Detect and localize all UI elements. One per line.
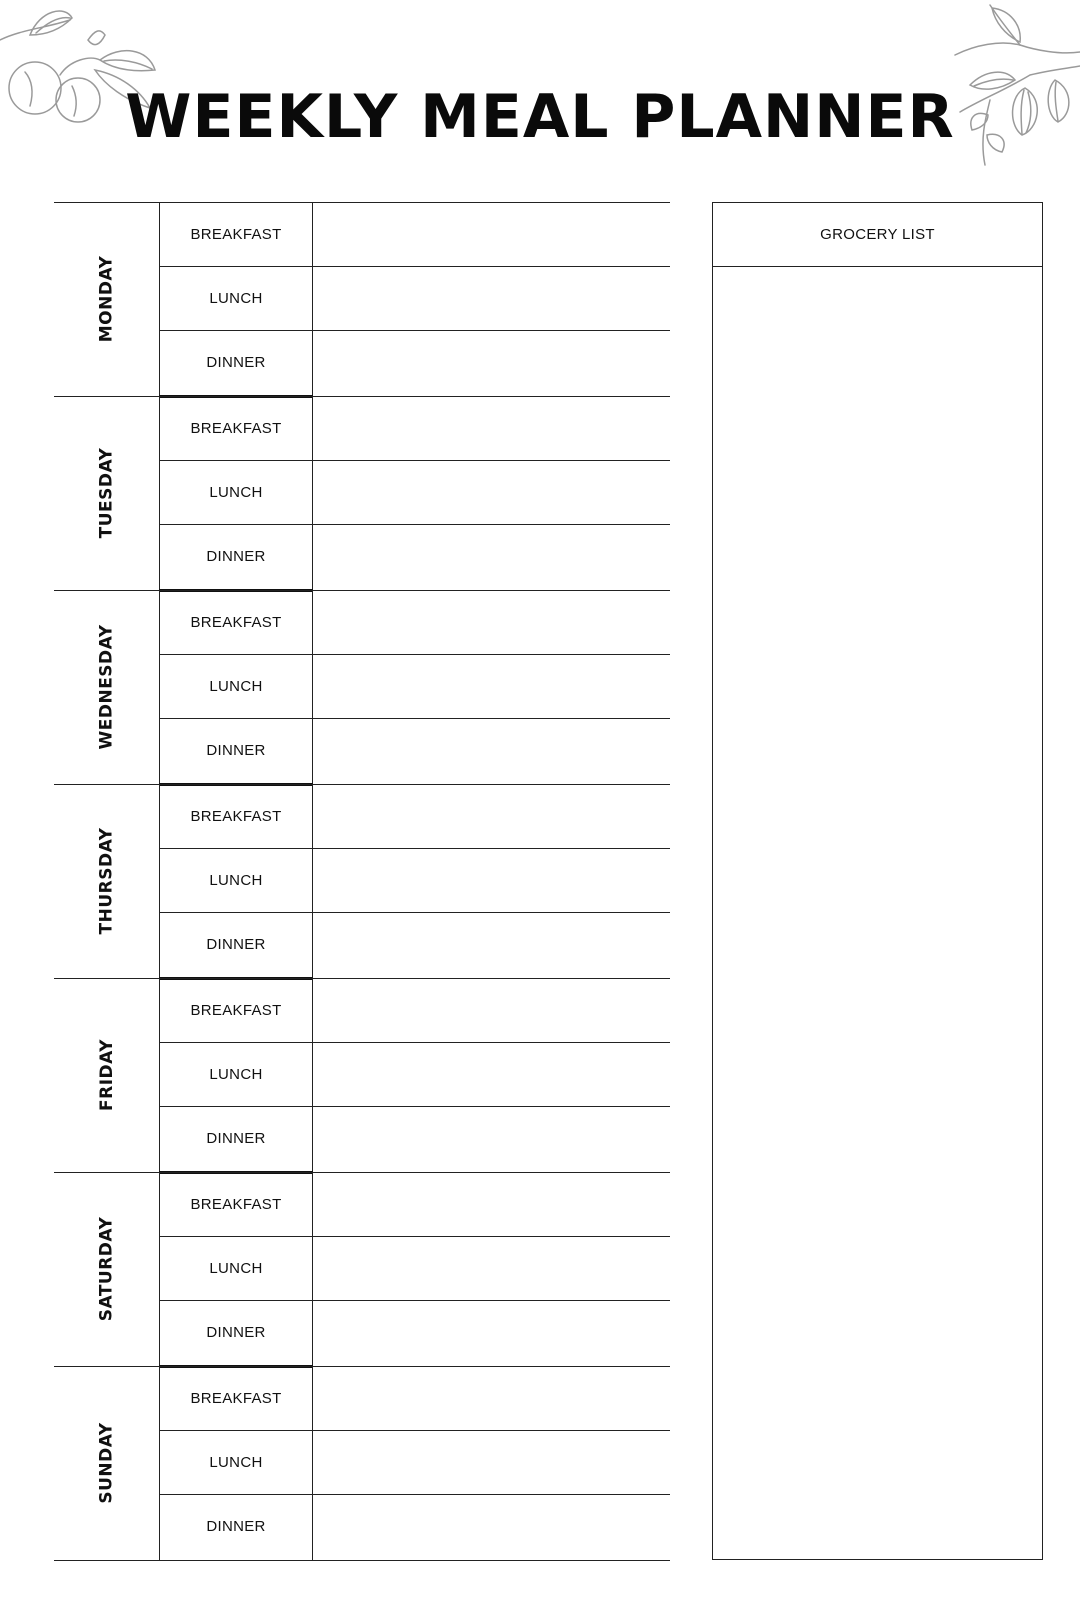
grocery-list-panel xyxy=(712,202,1043,1560)
meal-label-dinner: DINNER xyxy=(206,353,266,371)
meal-label-lunch: LUNCH xyxy=(209,871,263,889)
meal-entry-lunch[interactable] xyxy=(313,1236,670,1300)
day-name: MONDAY xyxy=(96,255,117,343)
meal-label-breakfast: BREAKFAST xyxy=(190,807,282,825)
meal-label-dinner: DINNER xyxy=(206,1129,266,1147)
day-label xyxy=(54,978,159,1172)
meal-entry-dinner[interactable] xyxy=(313,912,670,976)
meal-column xyxy=(159,784,313,978)
meal-entry-breakfast[interactable] xyxy=(313,396,670,460)
meal-entry-breakfast[interactable] xyxy=(313,1172,670,1236)
meal-entry-dinner[interactable] xyxy=(313,1106,670,1170)
meal-label-lunch: LUNCH xyxy=(209,1259,263,1277)
grocery-list-title: GROCERY LIST xyxy=(713,203,1042,267)
day-label xyxy=(54,396,159,590)
meal-entry-dinner[interactable] xyxy=(313,524,670,588)
meal-label-lunch: LUNCH xyxy=(209,483,263,501)
meal-label-lunch: LUNCH xyxy=(209,1065,263,1083)
meal-label-lunch: LUNCH xyxy=(209,1453,263,1471)
meal-label-dinner: DINNER xyxy=(206,1323,266,1341)
meal-planner-table xyxy=(54,202,670,1560)
day-block-monday xyxy=(54,202,670,396)
meal-entry-breakfast[interactable] xyxy=(313,590,670,654)
meal-label-dinner: DINNER xyxy=(206,741,266,759)
meal-column xyxy=(159,1366,313,1560)
day-label xyxy=(54,1366,159,1560)
day-name: SUNDAY xyxy=(96,1422,117,1504)
day-name: FRIDAY xyxy=(96,1039,117,1111)
day-block-saturday xyxy=(54,1172,670,1366)
grocery-list-area[interactable] xyxy=(713,267,1042,1559)
meal-entry-dinner[interactable] xyxy=(313,1300,670,1364)
day-block-wednesday xyxy=(54,590,670,784)
day-label xyxy=(54,202,159,396)
day-label xyxy=(54,590,159,784)
meal-column xyxy=(159,202,313,396)
meal-entry-lunch[interactable] xyxy=(313,848,670,912)
meal-entry-breakfast[interactable] xyxy=(313,202,670,266)
divider xyxy=(54,1560,670,1561)
meal-column xyxy=(159,590,313,784)
meal-label-dinner: DINNER xyxy=(206,935,266,953)
day-name: TUESDAY xyxy=(96,447,117,539)
meal-entry-lunch[interactable] xyxy=(313,266,670,330)
day-block-sunday xyxy=(54,1366,670,1560)
meal-label-breakfast: BREAKFAST xyxy=(190,225,282,243)
meal-entry-lunch[interactable] xyxy=(313,1430,670,1494)
meal-entry-dinner[interactable] xyxy=(313,1494,670,1558)
meal-entry-breakfast[interactable] xyxy=(313,1366,670,1430)
meal-column xyxy=(159,1172,313,1366)
day-label xyxy=(54,1172,159,1366)
meal-label-dinner: DINNER xyxy=(206,547,266,565)
meal-entry-lunch[interactable] xyxy=(313,654,670,718)
meal-entry-dinner[interactable] xyxy=(313,718,670,782)
meal-label-breakfast: BREAKFAST xyxy=(190,1389,282,1407)
meal-entry-dinner[interactable] xyxy=(313,330,670,394)
day-block-thursday xyxy=(54,784,670,978)
meal-label-lunch: LUNCH xyxy=(209,677,263,695)
meal-label-dinner: DINNER xyxy=(206,1517,266,1535)
day-name: WEDNESDAY xyxy=(96,624,117,750)
meal-column xyxy=(159,978,313,1172)
meal-entry-breakfast[interactable] xyxy=(313,784,670,848)
page-title: WEEKLY MEAL PLANNER xyxy=(125,82,955,152)
meal-label-breakfast: BREAKFAST xyxy=(190,1195,282,1213)
meal-label-breakfast: BREAKFAST xyxy=(190,613,282,631)
meal-entry-breakfast[interactable] xyxy=(313,978,670,1042)
meal-column xyxy=(159,396,313,590)
meal-entry-lunch[interactable] xyxy=(313,1042,670,1106)
meal-entry-lunch[interactable] xyxy=(313,460,670,524)
meal-label-lunch: LUNCH xyxy=(209,289,263,307)
day-name: THURSDAY xyxy=(96,827,117,935)
meal-label-breakfast: BREAKFAST xyxy=(190,419,282,437)
day-block-friday xyxy=(54,978,670,1172)
meal-label-breakfast: BREAKFAST xyxy=(190,1001,282,1019)
day-name: SATURDAY xyxy=(96,1216,117,1322)
day-label xyxy=(54,784,159,978)
day-block-tuesday xyxy=(54,396,670,590)
